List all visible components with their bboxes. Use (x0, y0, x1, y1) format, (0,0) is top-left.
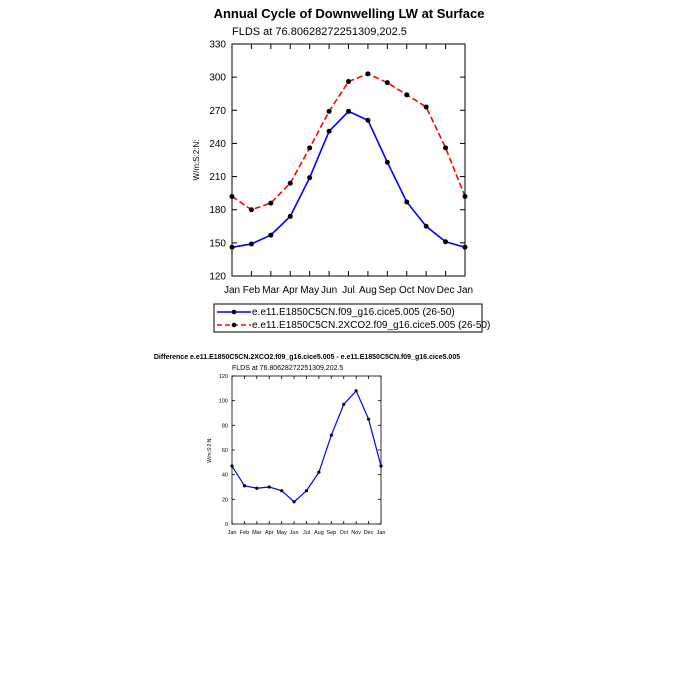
x-tick-label: Aug (359, 285, 377, 296)
series-0-point (280, 489, 283, 492)
y-tick-label: 120 (209, 271, 226, 283)
series-0-point (327, 129, 332, 134)
x-tick-label: Apr (264, 530, 274, 536)
series-0-point (367, 418, 370, 421)
series-0-point (346, 109, 351, 114)
series-1-point (230, 194, 235, 199)
x-tick-label: Jul (302, 530, 311, 536)
series-1-point (463, 194, 468, 199)
series-line-1 (232, 74, 465, 210)
x-tick-label: Sep (378, 285, 397, 296)
series-0-point (230, 464, 233, 467)
series-0-point (249, 241, 254, 246)
series-line-0 (232, 111, 465, 247)
chart2-subtitle: FLDS at 76.80628272251309,202.5 (232, 365, 344, 372)
x-tick-label: Nov (351, 530, 362, 536)
chart2-ylabel: W/m:S:2:N: (207, 437, 213, 463)
series-0-point (365, 118, 370, 123)
y-tick-label: 120 (218, 373, 228, 380)
series-1-point (307, 145, 312, 150)
series-0-point (243, 484, 246, 487)
series-line-0 (232, 391, 381, 502)
x-tick-label: Aug (314, 530, 324, 536)
chart2-title: Difference e.e11.E1850C5CN.2XCO2.f09_g16.cice5.005 - e.e11.E1850C5CN.f09_g16.cice5.005 (153, 354, 461, 361)
chart1-axis-ticks (209, 40, 473, 297)
series-1-point (288, 181, 293, 186)
chart-difference (154, 354, 460, 536)
chart2-plot-frame (232, 376, 381, 524)
x-tick-label: Jun (289, 530, 299, 536)
chart1-plot-frame (232, 44, 465, 276)
series-0-point (342, 403, 345, 406)
legend-marker-2xco2 (232, 323, 237, 328)
legend-label-2xco2: e.e11.E1850C5CN.2XCO2.f09_g16.cice5.005 (26-50) (252, 320, 491, 331)
chart1-subtitle: FLDS at 76.80628272251309,202.5 (232, 26, 407, 38)
series-0-point (463, 245, 468, 250)
series-1-point (346, 79, 351, 84)
series-0-point (255, 487, 258, 490)
series-0-point (288, 214, 293, 219)
y-tick-label: 330 (209, 39, 226, 51)
chart1-series (230, 71, 468, 249)
x-tick-label: Jul (342, 285, 355, 296)
series-0-point (317, 471, 320, 474)
series-1-point (365, 71, 370, 76)
series-0-point (268, 485, 271, 488)
x-tick-label: Mar (262, 285, 280, 296)
x-tick-label: Jan (223, 285, 241, 296)
chart2-series (230, 389, 382, 503)
series-0-point (385, 160, 390, 165)
y-tick-label: 100 (218, 398, 228, 405)
y-tick-label: 240 (209, 138, 226, 150)
series-1-point (424, 104, 429, 109)
legend-marker-control (232, 310, 237, 315)
y-tick-label: 300 (209, 72, 226, 84)
x-tick-label: Nov (417, 285, 436, 296)
chart1-title: Annual Cycle of Downwelling LW at Surface (213, 6, 485, 21)
series-0-point (424, 224, 429, 229)
x-tick-label: Sep (326, 530, 337, 536)
series-1-point (249, 207, 254, 212)
series-0-point (404, 199, 409, 204)
y-tick-label: 210 (209, 172, 226, 184)
series-1-point (268, 201, 273, 206)
y-tick-label: 150 (209, 238, 226, 250)
x-tick-label: May (276, 530, 287, 536)
x-tick-label: Mar (252, 530, 262, 536)
x-tick-label: Jan (227, 530, 237, 536)
y-tick-label: 80 (221, 423, 228, 430)
x-tick-label: Dec (436, 285, 455, 296)
y-tick-label: 180 (209, 205, 226, 217)
series-0-point (230, 245, 235, 250)
x-tick-label: Oct (398, 285, 415, 296)
series-0-point (355, 389, 358, 392)
y-tick-label: 270 (209, 105, 226, 117)
x-tick-label: Feb (242, 285, 261, 296)
series-1-point (385, 80, 390, 85)
x-tick-label: Jun (321, 285, 338, 296)
series-0-point (379, 464, 382, 467)
series-0-point (443, 239, 448, 244)
x-tick-label: Jan (456, 285, 474, 296)
x-tick-label: Feb (239, 530, 250, 536)
series-0-point (305, 489, 308, 492)
y-tick-label: 0 (224, 521, 228, 528)
series-1-point (404, 92, 409, 97)
x-tick-label: May (300, 285, 320, 296)
chart1-ylabel: W/m:S:2:N: (192, 139, 201, 181)
x-tick-label: Dec (363, 530, 374, 536)
y-tick-label: 40 (221, 472, 228, 479)
series-0-point (330, 434, 333, 437)
chart-annual-cycle (192, 6, 490, 332)
x-tick-label: Oct (339, 530, 349, 536)
series-1-point (443, 145, 448, 150)
series-0-point (268, 233, 273, 238)
x-tick-label: Apr (282, 285, 299, 296)
y-tick-label: 60 (221, 447, 228, 454)
chart1-legend (214, 304, 490, 332)
series-1-point (327, 109, 332, 114)
x-tick-label: Jan (376, 530, 386, 536)
legend-label-control: e.e11.E1850C5CN.f09_g16.cice5.005 (26-50) (252, 307, 455, 318)
series-0-point (292, 500, 295, 503)
y-tick-label: 20 (221, 497, 228, 504)
chart2-axis-ticks (219, 374, 386, 536)
series-0-point (307, 175, 312, 180)
